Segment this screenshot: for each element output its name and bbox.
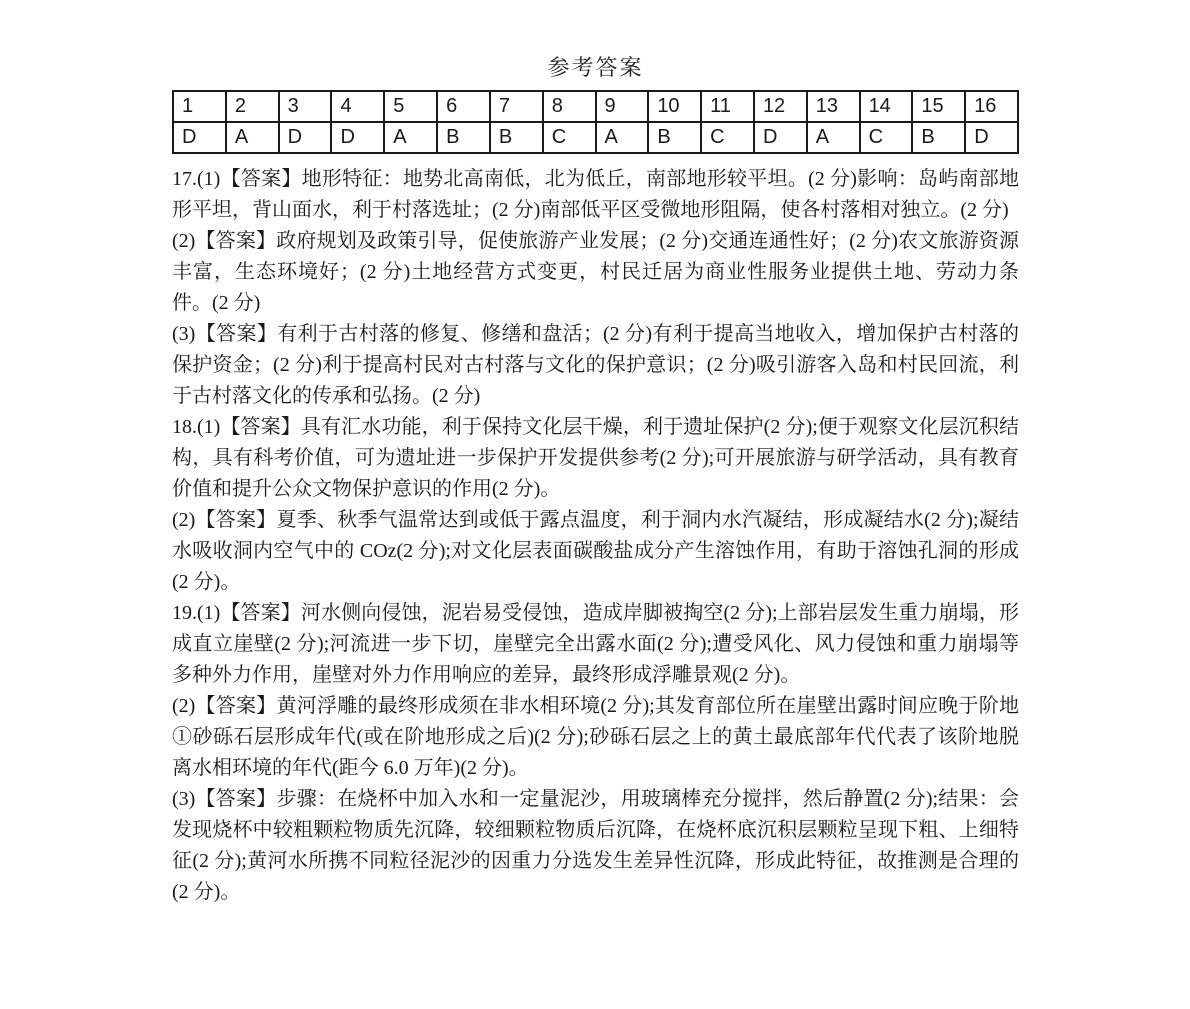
question-number-cell: 13 bbox=[807, 91, 860, 122]
answer-letter-cell: A bbox=[226, 122, 279, 153]
question-number-cell: 10 bbox=[648, 91, 701, 122]
answer-paragraph-18-1: 18.(1)【答案】具有汇水功能，利于保持文化层干燥，利于遗址保护(2 分);便于观察文化层沉积结构，具有科考价值，可为遗址进一步保护开发提供参考(2 分);可开展旅游与研学活动，具有教育价值和提升公众文物保护意识的作用(2 分)。 bbox=[172, 416, 1019, 500]
answer-paragraph-18-2: (2)【答案】夏季、秋季气温常达到或低于露点温度，利于洞内水汽凝结，形成凝结水(2 分);凝结水吸收洞内空气中的 COz(2 分);对文化层表面碳酸盐成分产生溶蚀作用，有助于溶蚀孔洞的形成(2 分)。 bbox=[172, 509, 1019, 593]
answer-letter-cell: C bbox=[701, 122, 754, 153]
question-number-cell: 9 bbox=[596, 91, 649, 122]
answer-letter-cell: A bbox=[596, 122, 649, 153]
document-content bbox=[172, 0, 1019, 908]
answer-explanations bbox=[172, 164, 1019, 908]
question-number-cell: 3 bbox=[279, 91, 332, 122]
answer-paragraph-19-1: 19.(1)【答案】河水侧向侵蚀，泥岩易受侵蚀，造成岸脚被掏空(2 分);上部岩层发生重力崩塌，形成直立崖壁(2 分);河流进一步下切，崖壁完全出露水面(2 分);遭受风化、风力侵蚀和重力崩塌等多种外力作用，崖壁对外力作用响应的差异，最终形成浮雕景观(2 分)。 bbox=[172, 602, 1019, 686]
page-title: 参考答案 bbox=[547, 55, 644, 80]
question-number-cell: 7 bbox=[490, 91, 543, 122]
question-number-cell: 6 bbox=[437, 91, 490, 122]
answer-letter-cell: B bbox=[912, 122, 965, 153]
answer-paragraph-19-3: (3)【答案】步骤：在烧杯中加入水和一定量泥沙，用玻璃棒充分搅拌，然后静置(2 分);结果：会发现烧杯中较粗颗粒物质先沉降，较细颗粒物质后沉降，在烧杯底沉积层颗粒呈现下粗、上细特征(2 分);黄河水所携不同粒径泥沙的因重力分选发生差异性沉降，形成此特征，故推测是合理的(2 分)。 bbox=[172, 788, 1019, 903]
answer-paragraph-17-1: 17.(1)【答案】地形特征：地势北高南低，北为低丘，南部地形较平坦。(2 分)影响：岛屿南部地形平坦，背山面水，利于村落选址；(2 分)南部低平区受微地形阻隔，使各村落相对独立。(2 分) bbox=[172, 168, 1019, 221]
question-number-cell: 5 bbox=[384, 91, 437, 122]
question-number-cell: 11 bbox=[701, 91, 754, 122]
answer-letter-cell: C bbox=[543, 122, 596, 153]
answer-paragraph-17-3: (3)【答案】有利于古村落的修复、修缮和盘活；(2 分)有利于提高当地收入，增加保护古村落的保护资金；(2 分)利于提高村民对古村落与文化的保护意识；(2 分)吸引游客入岛和村民回流，利于古村落文化的传承和弘扬。(2 分) bbox=[172, 323, 1019, 407]
answer-paragraph-17-2: (2)【答案】政府规划及政策引导，促使旅游产业发展；(2 分)交通连通性好；(2 分)农文旅游资源丰富，生态环境好；(2 分)土地经营方式变更，村民迁居为商业性服务业提供土地、劳动力条件。(2 分) bbox=[172, 230, 1019, 314]
answer-letter-cell: B bbox=[437, 122, 490, 153]
answer-letter-cell: D bbox=[331, 122, 384, 153]
question-number-cell: 8 bbox=[543, 91, 596, 122]
question-number-cell: 2 bbox=[226, 91, 279, 122]
table-row-answer-letters bbox=[173, 122, 1018, 153]
answer-letter-cell: B bbox=[648, 122, 701, 153]
answer-letter-cell: A bbox=[807, 122, 860, 153]
answer-letter-cell: D bbox=[173, 122, 226, 153]
question-number-cell: 14 bbox=[860, 91, 913, 122]
question-number-cell: 4 bbox=[331, 91, 384, 122]
answer-letter-cell: B bbox=[490, 122, 543, 153]
answer-letter-cell: A bbox=[384, 122, 437, 153]
question-number-cell: 16 bbox=[965, 91, 1018, 122]
question-number-cell: 12 bbox=[754, 91, 807, 122]
question-number-cell: 15 bbox=[912, 91, 965, 122]
answer-letter-cell: D bbox=[965, 122, 1018, 153]
answer-letter-cell: D bbox=[754, 122, 807, 153]
answer-letter-cell: C bbox=[860, 122, 913, 153]
answer-paragraph-19-2: (2)【答案】黄河浮雕的最终形成须在非水相环境(2 分);其发育部位所在崖壁出露时间应晚于阶地①砂砾石层形成年代(或在阶地形成之后)(2 分);砂砾石层之上的黄土最底部年代代表了该阶地脱离水相环境的年代(距今 6.0 万年)(2 分)。 bbox=[172, 695, 1019, 779]
answer-key-table bbox=[172, 90, 1019, 154]
table-row-question-numbers bbox=[173, 91, 1018, 122]
answer-letter-cell: D bbox=[279, 122, 332, 153]
question-number-cell: 1 bbox=[173, 91, 226, 122]
